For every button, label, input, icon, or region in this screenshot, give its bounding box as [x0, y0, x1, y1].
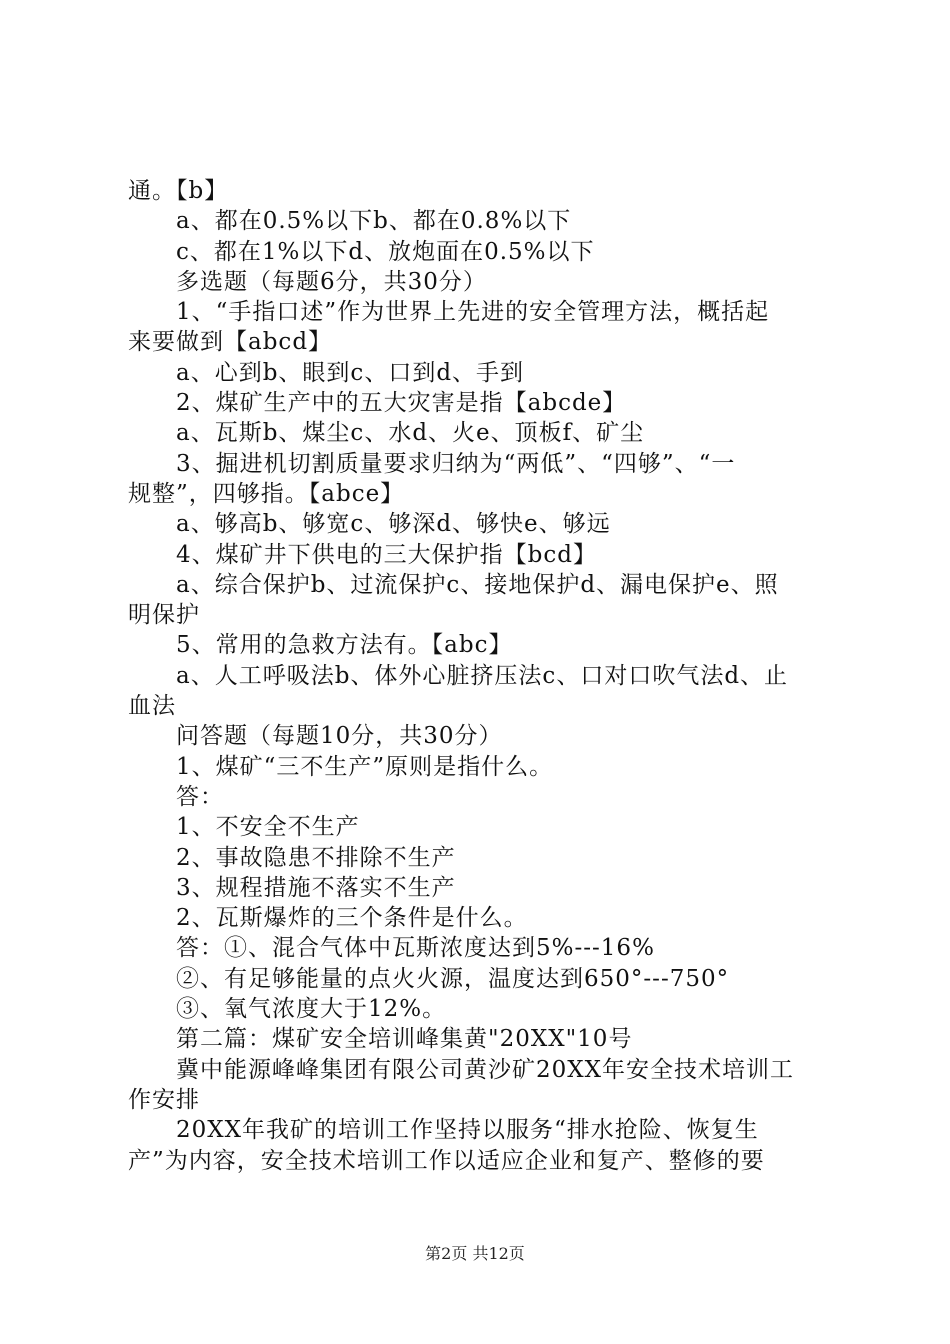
text-line: 3、规程措施不落实不生产	[176, 874, 456, 901]
text-line: a、心到b、眼到c、口到d、手到	[176, 359, 525, 386]
text-line: 第二篇：煤矿安全培训峰集黄"20XX"10号	[176, 1026, 633, 1053]
text-line: 问答题（每题10分，共30分）	[176, 723, 503, 750]
text-line: 1、不安全不生产	[176, 814, 360, 841]
text-line: c、都在1%以下d、放炮面在0.5%以下	[176, 238, 595, 265]
text-line: 答：	[176, 783, 224, 810]
text-line: a、够高b、够宽c、够深d、够快e、够远	[176, 511, 611, 538]
text-line: 5、常用的急救方法有。【abc】	[176, 632, 513, 659]
text-line: a、瓦斯b、煤尘c、水d、火e、顶板f、矿尘	[176, 420, 645, 447]
text-line: 4、煤矿井下供电的三大保护指【bcd】	[176, 541, 597, 568]
text-line: a、综合保护b、过流保护c、接地保护d、漏电保护e、照	[176, 571, 779, 598]
text-line: 明保护	[128, 602, 200, 629]
text-line: 冀中能源峰峰集团有限公司黄沙矿20XX年安全技术培训工	[176, 1056, 795, 1083]
text-line: 来要做到【abcd】	[128, 329, 333, 356]
text-line: ②、有足够能量的点火火源，温度达到650°---750°	[176, 965, 730, 992]
text-line: 2、煤矿生产中的五大灾害是指【abcde】	[176, 390, 627, 417]
document-body	[128, 176, 838, 1176]
text-line: 20XX年我矿的培训工作坚持以服务“排水抢险、恢复生	[176, 1117, 759, 1144]
text-line: 2、事故隐患不排除不生产	[176, 844, 456, 871]
text-line: 规整”，四够指。【abce】	[128, 480, 405, 507]
text-line: 通。【b】	[128, 178, 229, 204]
text-line: a、人工呼吸法b、体外心脏挤压法c、口对口吹气法d、止	[176, 662, 789, 689]
text-line: 血法	[128, 693, 176, 720]
text-line: 2、瓦斯爆炸的三个条件是什么。	[176, 905, 528, 932]
text-line: ③、氧气浓度大于12%。	[176, 996, 447, 1023]
text-line: 多选题（每题6分，共30分）	[176, 268, 487, 295]
text-line: 3、掘进机切割质量要求归纳为“两低”、“四够”、“一	[176, 450, 736, 477]
text-line: 产”为内容，安全技术培训工作以适应企业和复产、整修的要	[128, 1147, 765, 1174]
text-line: 答：①、混合气体中瓦斯浓度达到5%---16%	[176, 935, 655, 962]
text-line: 1、“手指口述”作为世界上先进的安全管理方法，概括起	[176, 299, 770, 326]
text-line: 1、煤矿“三不生产”原则是指什么。	[176, 753, 554, 780]
text-line: a、都在0.5%以下b、都在0.8%以下	[176, 208, 572, 235]
text-line: 作安排	[128, 1086, 200, 1113]
page-footer: 第2页 共12页	[425, 1244, 525, 1263]
